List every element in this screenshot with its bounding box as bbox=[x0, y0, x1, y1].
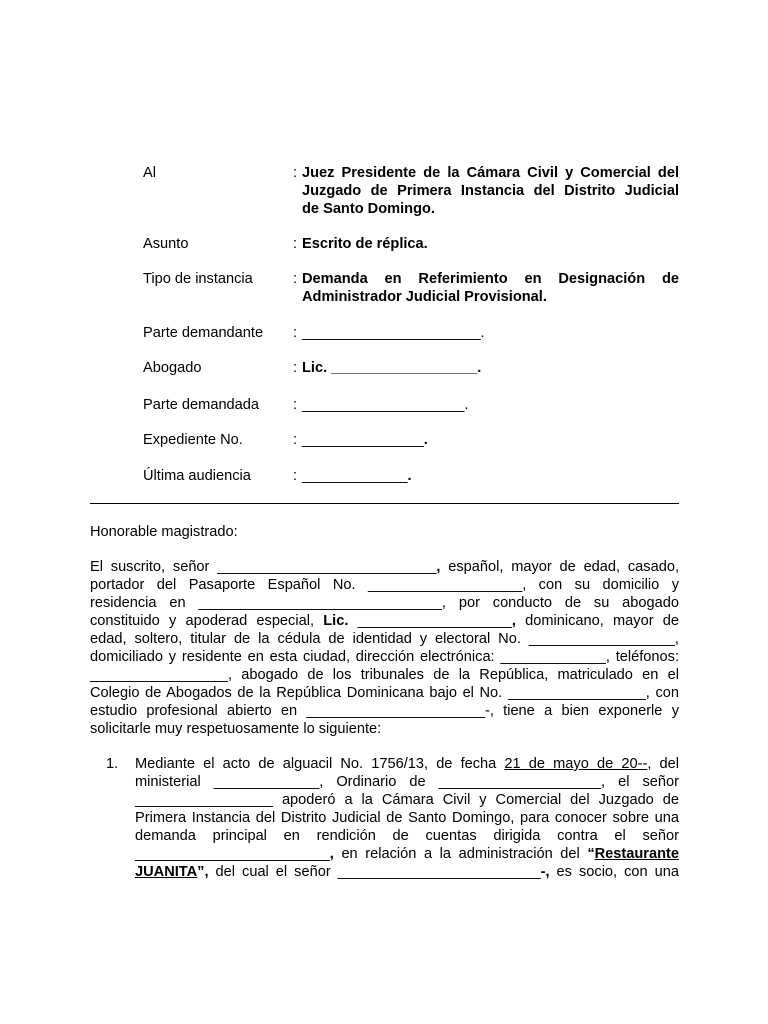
item-line-6-blank: ________________________ bbox=[135, 846, 330, 862]
item-open-quote: “ bbox=[587, 846, 595, 862]
body-line-4-e: dominicano, mayor de bbox=[515, 613, 680, 629]
item-line-7-c: del cual el señor bbox=[208, 864, 338, 880]
demandante-label: Parte demandante bbox=[143, 325, 264, 341]
item-close-quote: ”, bbox=[197, 864, 209, 880]
item-line-1-c: , del bbox=[647, 756, 679, 772]
restaurant-name-part-1: Restaurante bbox=[594, 846, 679, 862]
item-line-7-blank: _________________________ bbox=[337, 864, 541, 880]
item-date: 21 de mayo de 20-- bbox=[504, 756, 648, 772]
colon: : bbox=[293, 271, 298, 287]
colon: : bbox=[293, 236, 298, 252]
item-line-1 bbox=[135, 755, 679, 773]
body-line-4-blank: ___________________ bbox=[348, 613, 512, 629]
colon: : bbox=[293, 165, 298, 181]
item-line-7 bbox=[135, 863, 679, 881]
body-line-3: residencia en ______________________________, por conducto de su abogado bbox=[90, 595, 679, 611]
audiencia-label: Última audiencia bbox=[143, 468, 251, 484]
al-value-line-3: de Santo Domingo. bbox=[302, 201, 435, 217]
al-value bbox=[302, 164, 679, 218]
tipo-value-line-2: Administrador Judicial Provisional. bbox=[302, 289, 547, 305]
item-line-5: demanda principal en rendición de cuentas dirigida contra el señor bbox=[135, 828, 679, 844]
abogado-value bbox=[302, 359, 679, 377]
body-line-4-comma: , bbox=[511, 613, 516, 629]
body-line-6: domiciliado y residente en esta ciudad, dirección electrónica: _____________, teléfonos: bbox=[90, 649, 679, 665]
body-line-1-comma: , bbox=[436, 559, 441, 575]
audiencia-period: . bbox=[407, 468, 412, 484]
al-value-line-2: Juzgado de Primera Instancia del Distrito Judicial bbox=[302, 183, 679, 199]
body-line-1-c: español, mayor de edad, casado, bbox=[440, 559, 679, 575]
audiencia-value bbox=[302, 467, 679, 485]
al-value-line-1: Juez Presidente de la Cámara Civil y Comercial del bbox=[302, 165, 679, 181]
body-line-9: estudio profesional abierto en ______________________-, tiene a bien exponerle y bbox=[90, 703, 679, 719]
item-line-6 bbox=[135, 845, 679, 863]
restaurant-name-part-2: JUANITA bbox=[135, 864, 198, 880]
demandada-label: Parte demandada bbox=[143, 397, 260, 413]
salutation: Honorable magistrado: bbox=[90, 524, 238, 540]
colon: : bbox=[293, 360, 298, 376]
demandada-value: ____________________. bbox=[302, 397, 469, 413]
expediente-label: Expediente No. bbox=[143, 432, 243, 448]
body-line-1 bbox=[90, 558, 679, 576]
list-item-number: 1. bbox=[106, 756, 119, 772]
body-line-7: _________________, abogado de los tribunales de la República, matriculado en el bbox=[90, 667, 679, 683]
item-line-6-comma: , bbox=[329, 846, 334, 862]
item-line-7-dash: -, bbox=[540, 864, 550, 880]
body-paragraph bbox=[90, 558, 679, 738]
horizontal-divider bbox=[90, 503, 679, 504]
asunto-value: Escrito de réplica. bbox=[302, 236, 428, 252]
item-line-3: _________________ apoderó a la Cámara Civil y Comercial del Juzgado de bbox=[135, 792, 679, 808]
body-line-1-a: El suscrito, señor ___________________________ bbox=[90, 559, 437, 575]
body-line-4 bbox=[90, 612, 679, 630]
list-item-body bbox=[135, 755, 679, 881]
colon: : bbox=[293, 397, 298, 413]
tipo-value-line-1: Demanda en Referimiento en Designación de bbox=[302, 271, 679, 287]
body-line-10: solicitarle muy respetuosamente lo siguiente: bbox=[90, 721, 382, 737]
item-line-1-a: Mediante el acto de alguacil No. 1756/13, de fecha bbox=[135, 756, 505, 772]
item-line-6-c: en relación a la administración del bbox=[333, 846, 588, 862]
abogado-blank: __________________. bbox=[331, 360, 482, 376]
audiencia-blank: _____________ bbox=[302, 468, 408, 484]
colon: : bbox=[293, 325, 298, 341]
body-line-8: Colegio de Abogados de la República Dominicana bajo el No. _________________, con bbox=[90, 685, 679, 701]
tipo-label: Tipo de instancia bbox=[143, 271, 253, 287]
item-line-4: Primera Instancia del Distrito Judicial de Santo Domingo, para conocer sobre una bbox=[135, 810, 679, 826]
al-label: Al bbox=[143, 165, 156, 181]
body-line-2: portador del Pasaporte Español No. ___________________, con su domicilio y bbox=[90, 577, 679, 593]
body-line-5: edad, soltero, titular de la cédula de identidad y electoral No. __________________, bbox=[90, 631, 679, 647]
body-line-4-lic: Lic. bbox=[323, 613, 349, 629]
expediente-value bbox=[302, 431, 679, 449]
asunto-label: Asunto bbox=[143, 236, 189, 252]
body-line-4-a: constituido y apoderad especial, bbox=[90, 613, 324, 629]
item-line-2: ministerial _____________, Ordinario de ____________________, el señor bbox=[135, 774, 679, 790]
colon: : bbox=[293, 468, 298, 484]
abogado-prefix: Lic. bbox=[302, 360, 328, 376]
expediente-blank: _______________ bbox=[302, 432, 424, 448]
expediente-period: . bbox=[423, 432, 428, 448]
abogado-label: Abogado bbox=[143, 360, 202, 376]
colon: : bbox=[293, 432, 298, 448]
demandante-value: ______________________. bbox=[302, 325, 485, 341]
item-line-7-f: es socio, con una bbox=[549, 864, 679, 880]
tipo-value bbox=[302, 270, 679, 306]
